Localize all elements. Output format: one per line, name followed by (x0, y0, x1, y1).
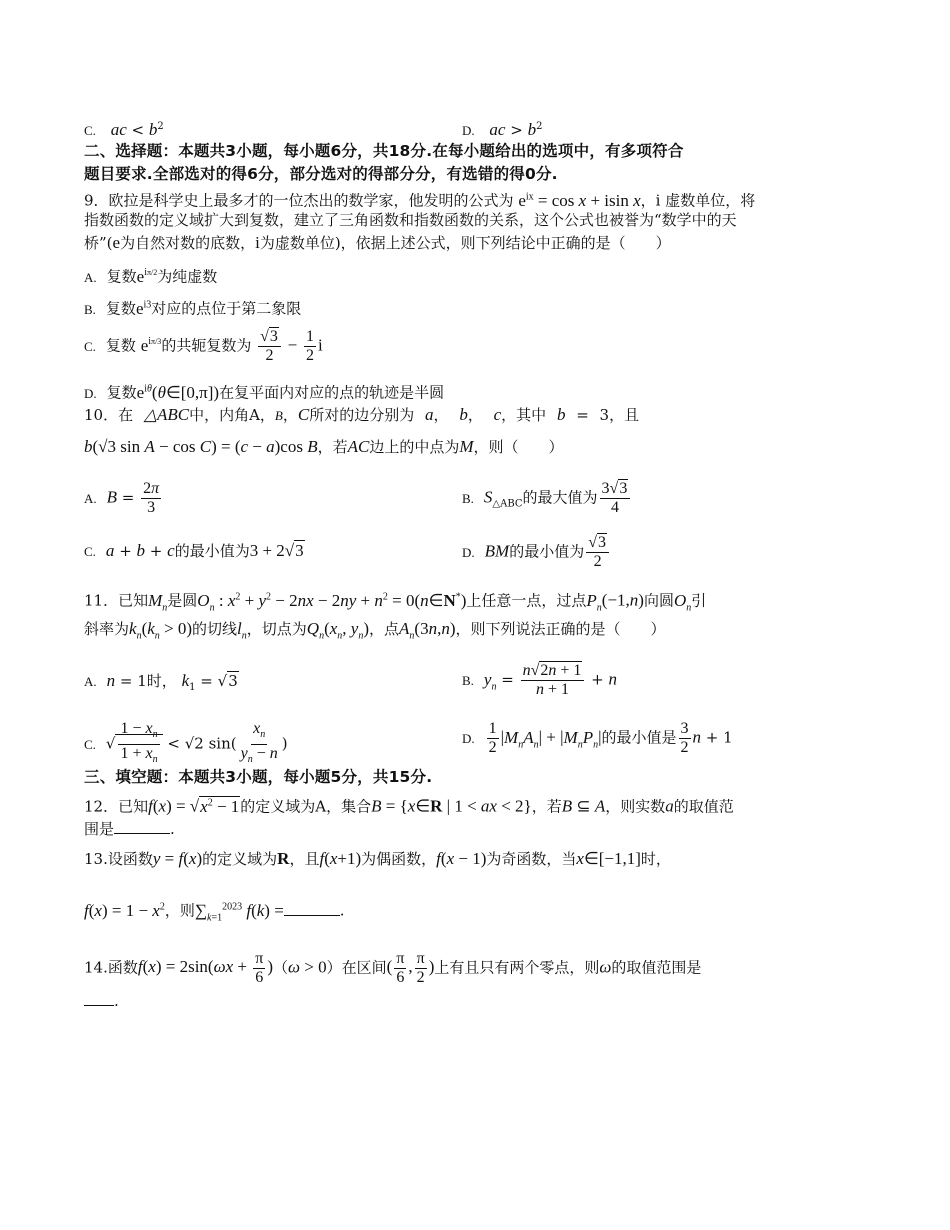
q10-option-c: C. a + b + c的最小值为3 + 2√3 (84, 541, 304, 560)
q14-line2: . (84, 990, 814, 1012)
q8-option-c: C. ac < $b^2$ (84, 120, 164, 139)
q14-line1: 14.函数f(x) = 2sin(ωx + $\frac{\pi}{6}$ )（ω > 0）在区间( $\frac{\pi}{6}$ , $\frac{\pi}{2}$ )上有且只有两个零点，则ω的取值范围是 (84, 950, 702, 986)
q11-option-c: C. √ $\frac{1 - x_n}{1 + x_n}$ < √2 sin( $\frac{x_n}{y_n - n}$ ) (84, 720, 288, 766)
question-number: 9． (84, 191, 109, 210)
q9-option-b: B. 复数$e^{i3}$对应的点位于第二象限 (84, 298, 302, 318)
q9-line3: 桥”(e为自然对数的底数，i为虚数单位)，依据上述公式，则下列结论中正确的是（ ） (84, 233, 671, 252)
q11-option-a: A. n = 1时， $k_1 = √3$ (84, 671, 238, 693)
q10-option-a: A. B = $\frac{2\pi}{3}$ (84, 480, 160, 516)
q10-line2: b(√3 sin A − cos C) = (c − a)cos B，若AC边上的中点为M，则（ ） (84, 437, 564, 456)
q10-option-b: B. $S_{\triangle ABC}$的最大值为 $\frac{3√3}{4}$ (462, 480, 632, 517)
section-two-title-line1: 二、选择题：本题共3小题，每小题6分，共18分.在每小题给出的选项中，有多项符合 (84, 142, 684, 160)
q10-option-d: D. BM的最小值为 $\frac{√3}{2}$ (462, 534, 611, 571)
q13-line1: 13.设函数y = f(x)的定义域为R，且f(x+1)为偶函数，f(x − 1)为奇函数，当x∈[−1,1]时， (84, 849, 671, 868)
answer-blank (114, 821, 170, 834)
answer-blank (284, 903, 340, 916)
q11-option-b: B. $y_n$ = $\frac{n√2n + 1}{n + 1}$ + n (462, 662, 617, 698)
q8-option-d: D. ac > $b^2$ (462, 120, 543, 139)
q12-line2: 围是 . (84, 820, 175, 838)
option-label: C. (84, 123, 96, 138)
q10-line1: 10．在 △ABC中，内角A，B，C所对的边分别为 a， b， c，其中 b = 3，且 (84, 405, 640, 424)
q11-line2: 斜率为$k_n(k_n > 0)$的切线$l_n$，切点为$Q_n(x_n$, $y_n$)，点$A_n(3n,n)$，则下列说法正确的是（ ） (84, 619, 666, 642)
q11-option-d: D. $\frac{1}{2}$ $|M_nA_n| + |M_nP_n|$的最小值是 $\frac{3}{2}$ n + 1 (462, 720, 733, 756)
section-two-title-line2: 题目要求.全部选对的得6分，部分选对的得部分分，有选错的得0分. (84, 165, 558, 183)
q13-line2: $f(x) = 1 - x^2$，则$\sum_{k=1}^{2023}$ f(k) = . (84, 900, 345, 924)
q9-option-c: C. 复数 $e^{i\pi/3}$的共轭复数为 $\frac{√3}{2}$ − $\frac{1}{2}$ i (84, 328, 323, 364)
q9-option-d: D. 复数$e^{i\theta}(\theta\in[0,\pi])$在复平面内对应的点的轨迹是半圆 (84, 382, 445, 402)
section-three-title: 三、填空题：本题共3小题，每小题5分，共15分. (84, 768, 433, 786)
answer-blank (84, 993, 114, 1006)
q12-line1: 12．已知$f(x) = √x^2 - 1$的定义域为A，集合B = {x∈R | 1 < ax < 2}，若B ⊆ A，则实数a的取值范 (84, 796, 734, 816)
q9-line2: 指数函数的定义域扩大到复数，建立了三角函数和指数函数的关系，这个公式也被誉为“数学中的天 (84, 211, 737, 229)
q11-line1: 11．已知$M_n$是圆$O_n$ : $x^2 + y^2 - 2nx - 2ny + n^2$ = 0(n∈N*)上任意一点，过点$P_n(-1,n)$向圆$O_n$引 (84, 590, 707, 614)
q9-line1: 9．欧拉是科学史上最多才的一位杰出的数学家，他发明的公式为 $e^{ix} = \cos x + isin$ x，i 虚数单位，将 (84, 190, 756, 210)
q9-option-a: A. 复数$e^{i\pi/2}$为纯虚数 (84, 266, 218, 286)
option-label: D. (462, 123, 475, 138)
